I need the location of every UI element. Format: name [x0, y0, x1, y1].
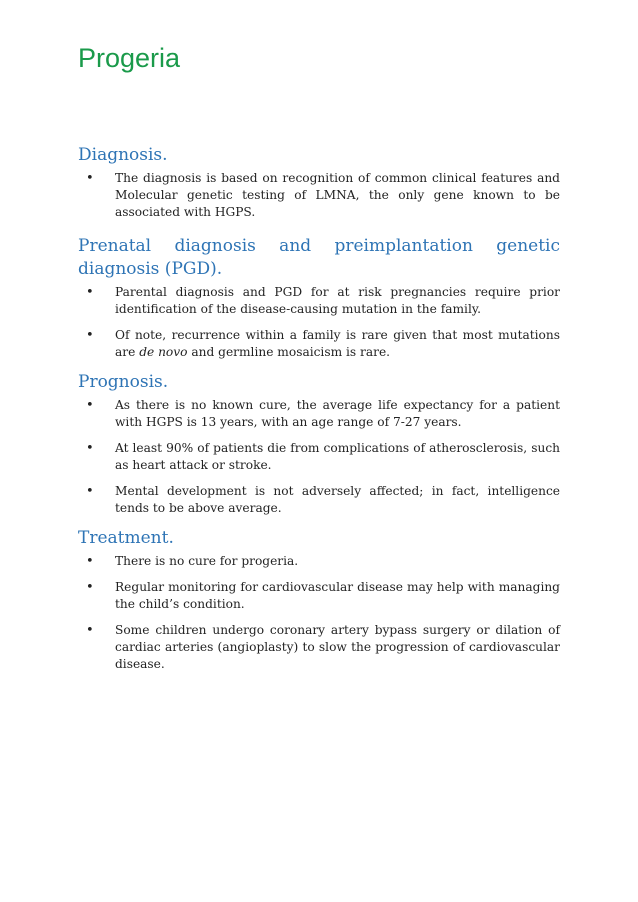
list-item: [78, 579, 560, 613]
list-item-text: The diagnosis is based on recognition of common clinical features and Molecular genetic testing of LMNA, the only gene known to be associated with HGPS.: [115, 171, 560, 219]
list-item: [78, 327, 560, 361]
title-spacer: [78, 76, 560, 144]
list-item-text: Regular monitoring for cardiovascular disease may help with managing the child’s condition.: [115, 580, 560, 611]
bullet-icon: •: [86, 484, 94, 499]
bullet-icon: •: [86, 398, 94, 413]
list-item: [78, 483, 560, 517]
list-item-text-before: Of note, recurrence within a family is rare given that most mutations are: [115, 328, 560, 359]
list-item: [78, 622, 560, 673]
list-item-text: There is no cure for progeria.: [115, 554, 299, 568]
bullet-icon: •: [86, 554, 94, 569]
list-item: [78, 170, 560, 221]
list-item: [78, 284, 560, 318]
list-item-text: As there is no known cure, the average life expectancy for a patient with HGPS is 13 years, with an age range of 7-27 years.: [115, 398, 560, 429]
section-prognosis: [78, 371, 560, 517]
section-heading-diagnosis: Diagnosis.: [78, 145, 168, 165]
section-diagnosis: [78, 144, 560, 221]
list-item-text: Some children undergo coronary artery bypass surgery or dilation of cardiac arteries (angioplasty) to slow the progression of cardiovascular disease.: [115, 623, 560, 671]
bullet-list-treatment: [78, 553, 560, 673]
list-item-text-after: and germline mosaicism is rare.: [187, 345, 391, 359]
section-treatment: [78, 527, 560, 673]
section-heading-prognosis: Prognosis.: [78, 372, 169, 392]
bullet-icon: •: [86, 171, 94, 186]
list-item: [78, 440, 560, 474]
list-item: [78, 397, 560, 431]
bullet-list-prenatal: [78, 284, 560, 361]
list-item-text: Parental diagnosis and PGD for at risk pregnancies require prior identification of the disease-causing mutation in the family.: [115, 285, 560, 316]
bullet-icon: •: [86, 580, 94, 595]
list-item-text: Mental development is not adversely affected; in fact, intelligence tends to be above average.: [115, 484, 560, 515]
bullet-icon: •: [86, 328, 94, 343]
bullet-list-diagnosis: [78, 170, 560, 221]
bullet-icon: •: [86, 285, 94, 300]
bullet-icon: •: [86, 441, 94, 456]
italic-term: de novo: [139, 345, 188, 359]
list-item: [78, 553, 560, 570]
bullet-icon: •: [86, 623, 94, 638]
list-item-text: At least 90% of patients die from complications of atherosclerosis, such as heart attack or stroke.: [115, 441, 560, 472]
section-prenatal-diagnosis: [78, 235, 560, 361]
section-heading-prenatal: Prenatal diagnosis and preimplantation genetic diagnosis (PGD).: [78, 236, 560, 279]
document-title: Progeria: [78, 43, 181, 73]
bullet-list-prognosis: [78, 397, 560, 517]
section-heading-treatment: Treatment.: [78, 528, 174, 548]
